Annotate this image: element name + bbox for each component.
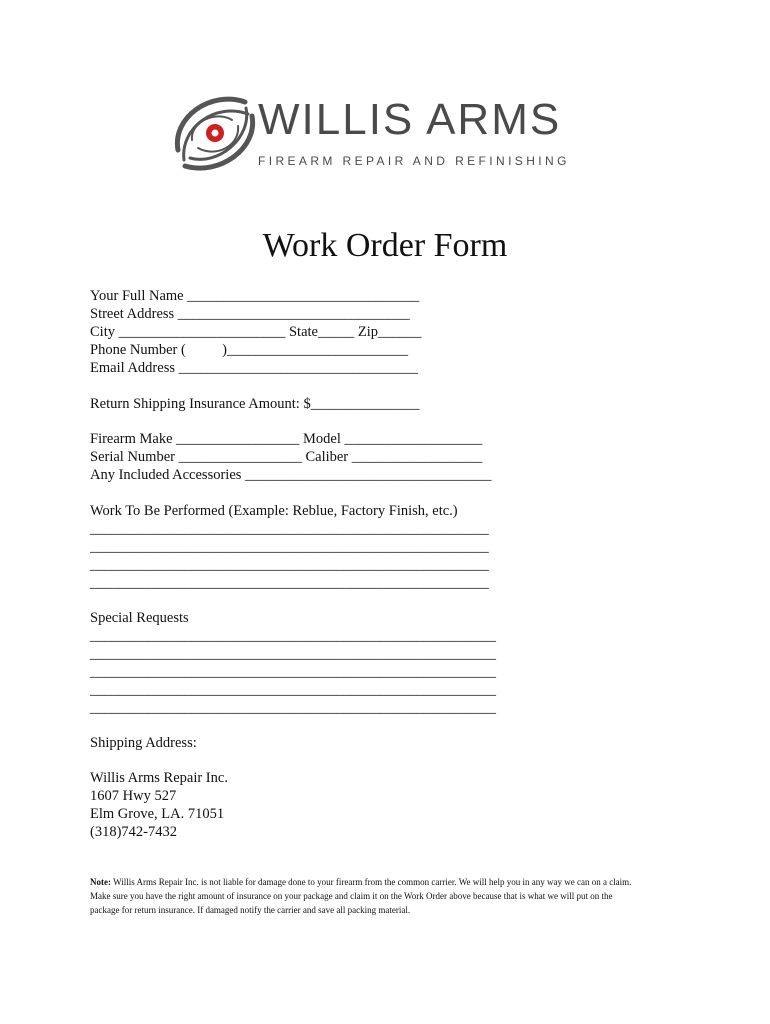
special-requests-line[interactable]: ________________________________________________________: [90, 628, 496, 644]
form-title: Work Order Form: [262, 227, 508, 264]
firearm-make-model-field[interactable]: Firearm Make _________________ Model ___________________: [90, 431, 483, 447]
note-label: Note:: [90, 877, 111, 887]
serial-caliber-field[interactable]: Serial Number _________________ Caliber __________________: [90, 449, 483, 465]
special-requests-line[interactable]: ________________________________________________________: [90, 682, 496, 698]
shipping-company: Willis Arms Repair Inc.: [90, 770, 228, 786]
street-address-field[interactable]: Street Address ________________________________: [90, 306, 410, 322]
work-line[interactable]: _______________________________________________________: [90, 521, 489, 537]
work-heading: Work To Be Performed (Example: Reblue, Factory Finish, etc.): [90, 503, 458, 519]
accessories-field[interactable]: Any Included Accessories __________________________________: [90, 467, 492, 483]
shipping-street: 1607 Hwy 527: [90, 788, 177, 804]
special-requests-line[interactable]: ________________________________________________________: [90, 646, 496, 662]
work-line[interactable]: _______________________________________________________: [90, 539, 489, 555]
liability-note: [90, 875, 635, 917]
swirl-target-icon: [170, 88, 260, 180]
phone-number-field[interactable]: Phone Number ( )_________________________: [90, 342, 409, 358]
full-name-field[interactable]: Your Full Name ________________________________: [90, 288, 420, 304]
note-text: Willis Arms Repair Inc. is not liable for damage done to your firearm from the common carrier. We will help you in any way we can on a claim. Make sure you have the right amount of insurance on your package and claim it on the Work Order above because that is what we will put on the package for return insurance. If damaged notify the carrier and save all packing material.: [90, 877, 632, 915]
company-logo: [170, 88, 600, 180]
city-state-zip-field[interactable]: City _______________________ State_____ Zip______: [90, 324, 422, 340]
logo-tagline: FIREARM REPAIR AND REFINISHING: [258, 154, 570, 168]
work-line[interactable]: _______________________________________________________: [90, 575, 489, 591]
email-address-field[interactable]: Email Address _________________________________: [90, 360, 418, 376]
insurance-amount-field[interactable]: Return Shipping Insurance Amount: $_______________: [90, 396, 420, 412]
special-requests-line[interactable]: ________________________________________________________: [90, 700, 496, 716]
shipping-phone: (318)742-7432: [90, 824, 177, 840]
logo-name: WILLIS ARMS: [258, 95, 562, 144]
work-line[interactable]: _______________________________________________________: [90, 557, 489, 573]
shipping-city: Elm Grove, LA. 71051: [90, 806, 225, 822]
shipping-heading: Shipping Address:: [90, 735, 197, 751]
special-requests-heading: Special Requests: [90, 610, 189, 626]
special-requests-line[interactable]: ________________________________________________________: [90, 664, 496, 680]
